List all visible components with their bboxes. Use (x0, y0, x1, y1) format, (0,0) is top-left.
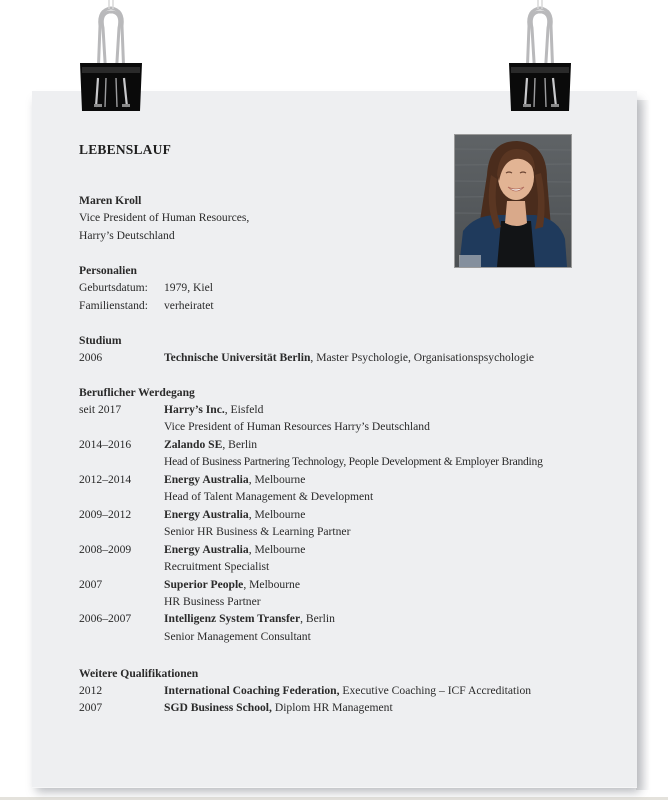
career-location: , Berlin (222, 438, 258, 451)
career-location: , Berlin (300, 612, 335, 625)
person-name: Maren Kroll (79, 194, 142, 207)
entry-organization: International Coaching Federation, (164, 684, 340, 697)
person-position-line1: Vice President of Human Resources, (79, 211, 250, 224)
section-heading-personalien: Personalien (79, 264, 137, 277)
entry-organization: SGD Business School, (164, 701, 272, 714)
career-location: , Melbourne (248, 543, 306, 556)
career-employer: Energy Australia (164, 473, 249, 486)
career-role: Head of Business Partnering Technology, People Development & Employer Branding (164, 455, 543, 468)
career-role: Head of Talent Management & Development (164, 490, 374, 503)
career-year: 2012–2014 (79, 473, 132, 486)
entry-details: Executive Coaching – ICF Accreditation (339, 684, 532, 697)
entry-year: 2007 (79, 701, 103, 714)
entry-details: Diplom HR Management (271, 701, 393, 714)
career-year: seit 2017 (79, 403, 122, 416)
entry-organization: Technische Universität Berlin (164, 351, 311, 364)
career-employer: Intelligenz System Transfer (164, 612, 301, 625)
personal-label: Geburtsdatum: (79, 281, 148, 294)
binder-clip-icon (78, 0, 144, 112)
career-role: HR Business Partner (164, 595, 261, 608)
career-employer-line (164, 403, 263, 417)
person-position-line2: Harry’s Deutschland (79, 229, 175, 242)
career-employer: Superior People (164, 578, 244, 591)
career-role: Senior HR Business & Learning Partner (164, 525, 351, 538)
entry-year: 2012 (79, 684, 103, 697)
career-location: , Melbourne (248, 473, 306, 486)
binder-clip-icon (507, 0, 573, 112)
career-role: Recruitment Specialist (164, 560, 270, 573)
portrait-photo (454, 134, 572, 268)
career-location: , Melbourne (243, 578, 300, 591)
career-year: 2014–2016 (79, 438, 132, 451)
page-title: LEBENSLAUF (79, 142, 172, 157)
personal-value: 1979, Kiel (164, 281, 213, 294)
personal-value: verheiratet (164, 299, 214, 312)
entry-year: 2006 (79, 351, 103, 364)
career-location: , Eisfeld (224, 403, 264, 416)
entry-line (164, 684, 531, 698)
career-role: Senior Management Consultant (164, 630, 311, 643)
entry-line (164, 701, 393, 715)
career-location: , Melbourne (248, 508, 306, 521)
career-employer: Energy Australia (164, 543, 249, 556)
career-employer-line (164, 508, 305, 522)
career-year: 2007 (79, 578, 103, 591)
paper-side-shadow (636, 100, 650, 790)
entry-details: , Master Psychologie, Organisationspsychologie (310, 351, 535, 364)
personal-label: Familienstand: (79, 299, 148, 312)
entry-line (164, 351, 534, 365)
section-heading-werdegang: Beruflicher Werdegang (79, 386, 195, 399)
career-employer: Zalando SE (164, 438, 223, 451)
career-employer-line (164, 612, 335, 626)
career-employer-line (164, 438, 257, 452)
career-employer: Energy Australia (164, 508, 249, 521)
section-heading-qualifikationen: Weitere Qualifikationen (79, 667, 199, 680)
career-role: Vice President of Human Resources Harry’s Deutschland (164, 420, 430, 433)
career-year: 2006–2007 (79, 612, 132, 625)
career-employer: Harry’s Inc. (164, 403, 225, 416)
career-employer-line (164, 543, 305, 557)
career-employer-line (164, 473, 305, 487)
section-heading-studium: Studium (79, 334, 122, 347)
career-year: 2008–2009 (79, 543, 132, 556)
career-year: 2009–2012 (79, 508, 132, 521)
career-employer-line (164, 578, 300, 592)
